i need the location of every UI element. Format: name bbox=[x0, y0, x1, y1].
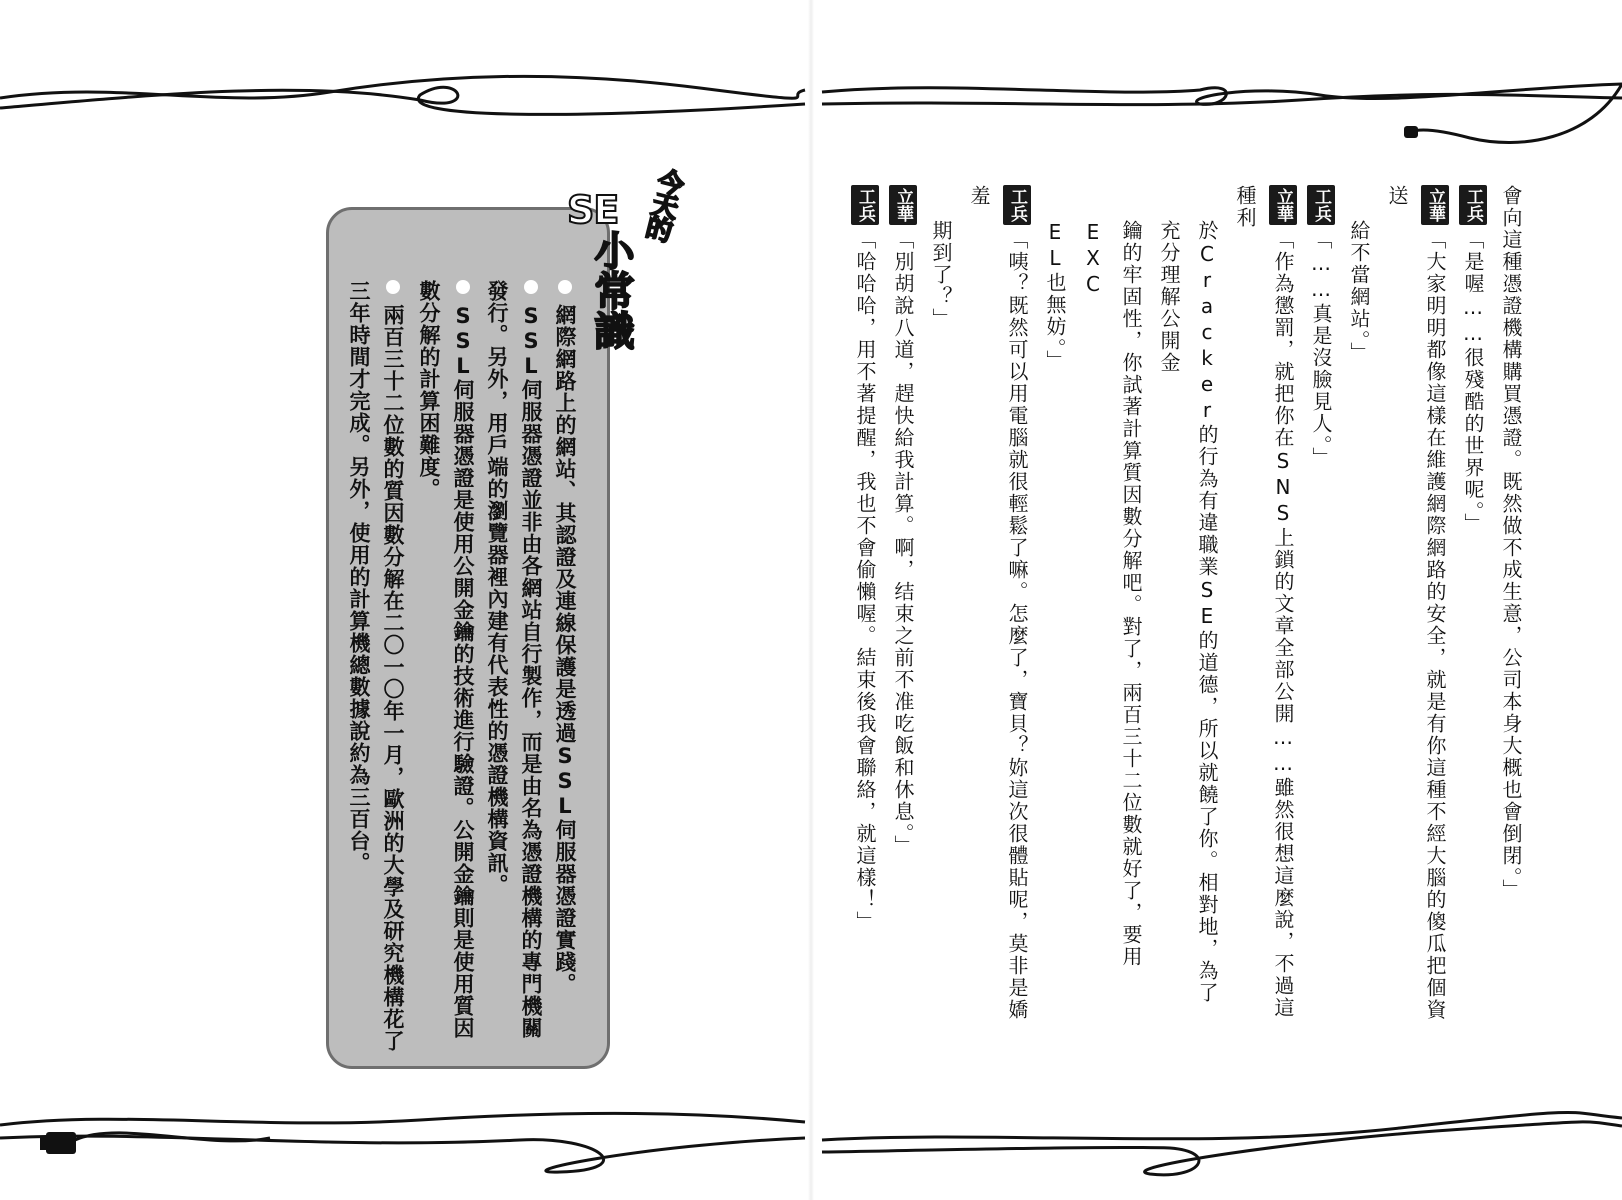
bottom-left-cable bbox=[0, 1113, 805, 1125]
dialogue-line bbox=[1150, 185, 1226, 1025]
speaker-tag: 工兵 bbox=[851, 185, 879, 225]
tip-item-text: SSL伺服器憑證並非由各網站自行製作，而是由名為憑證機構的專門機關發行。另外，用戶端的瀏覽器裡內建有代表性的憑證機構資訊。 bbox=[485, 280, 543, 1039]
dialogue-line-text: 「別胡說八道，趕快給我計算。啊，结束之前不准吃飯和休息。」 bbox=[891, 229, 915, 857]
top-right-cord bbox=[1410, 84, 1622, 143]
top-right-plug bbox=[1404, 126, 1418, 138]
dialogue-line bbox=[1454, 185, 1492, 1025]
tip-item-text: SSL伺服器憑證是使用公開金鑰的技術進行驗證。公開金鑰則是使用質因數分解的計算困難度。 bbox=[417, 280, 475, 1039]
tip-title-main: 小常識 bbox=[588, 230, 634, 350]
dialogue-line-text: EL也無妨。」 bbox=[1043, 220, 1067, 372]
speaker-tag: 工兵 bbox=[1459, 185, 1487, 225]
speaker-tag: 立華 bbox=[889, 185, 917, 225]
top-left-cable bbox=[0, 76, 805, 98]
tip-title-prefix: 今天的 bbox=[639, 165, 687, 243]
tip-item-text: 兩百三十二位數的質因數分解在二〇一〇年一月，歐洲的大學及研究機構花了三年時間才完成。另外，使用的計算機總數據說約為三百台。 bbox=[347, 280, 405, 1052]
dialogue-line bbox=[1036, 185, 1074, 1025]
dialogue-text bbox=[853, 185, 1530, 1025]
dialogue-line-text: 期到了？」 bbox=[929, 220, 953, 330]
tip-title-se: SE bbox=[567, 188, 619, 232]
dialogue-line bbox=[1492, 185, 1530, 1025]
dialogue-line bbox=[1378, 185, 1454, 1025]
dialogue-line bbox=[960, 185, 1036, 1025]
dialogue-line bbox=[1302, 185, 1340, 1025]
speaker-tag: 立華 bbox=[1421, 185, 1449, 225]
bottom-right-cable-2 bbox=[822, 1122, 1622, 1175]
tip-item bbox=[342, 280, 410, 1060]
tip-item-text: 網際網路上的網站、其認證及連線保護是透過SSL伺服器憑證實踐。 bbox=[553, 304, 577, 995]
dialogue-line-text: 會向這種憑證機構購買憑證。既然做不成生意，公司本身大概也會倒閉。」 bbox=[1499, 185, 1523, 901]
tip-item bbox=[548, 280, 582, 1060]
bullet-icon bbox=[558, 280, 572, 294]
bullet-icon bbox=[456, 280, 470, 294]
dialogue-line bbox=[1226, 185, 1302, 1025]
dialogue-line bbox=[1074, 185, 1150, 1025]
bullet-icon bbox=[386, 280, 400, 294]
dialogue-line-text: 給不當網站。」 bbox=[1347, 220, 1371, 364]
speaker-tag: 工兵 bbox=[1307, 185, 1335, 225]
bottom-left-plug bbox=[46, 1132, 76, 1154]
bullet-icon bbox=[524, 280, 538, 294]
dialogue-line-text: 「咦？既然可以用電腦就很輕鬆了嘛。怎麼了，寶貝？妳這次很體貼呢，莫非是嬌羞 bbox=[967, 185, 1029, 1021]
dialogue-line bbox=[884, 185, 922, 1025]
dialogue-line-text: 「作為懲罰，就把你在SNS上鎖的文章全部公開……雖然很想這麼說，不過這種利 bbox=[1233, 185, 1295, 1019]
tip-item bbox=[412, 280, 480, 1060]
tip-content bbox=[338, 280, 600, 1060]
dialogue-line-text: 「是喔……很殘酷的世界呢。」 bbox=[1461, 229, 1485, 535]
dialogue-line-text: 「……真是沒臉見人。」 bbox=[1309, 229, 1333, 469]
dialogue-line bbox=[1340, 185, 1378, 1025]
dialogue-line-text: 「哈哈哈，用不著提醒，我也不會偷懶喔。結束後我會聯絡，就這樣！」 bbox=[853, 229, 877, 933]
tip-item bbox=[480, 280, 548, 1060]
dialogue-line bbox=[922, 185, 960, 1025]
dialogue-line-text: 「大家明明都像這樣在維護網際網路的安全，就是有你這種不經大腦的傻瓜把個資送 bbox=[1385, 185, 1447, 1021]
dialogue-line bbox=[846, 185, 884, 1025]
speaker-tag: 工兵 bbox=[1003, 185, 1031, 225]
dialogue-line-text: 鑰的牢固性，你試著計算質因數分解吧。對了，兩百三十二位數就好了，要用EXC bbox=[1081, 220, 1143, 968]
dialogue-line-text: 於Cracker的行為有違職業SE的道德，所以就饒了你。相對地，為了充分理解公開金 bbox=[1157, 220, 1219, 1004]
speaker-tag: 立華 bbox=[1269, 185, 1297, 225]
bottom-left-cable-2 bbox=[0, 1136, 805, 1172]
